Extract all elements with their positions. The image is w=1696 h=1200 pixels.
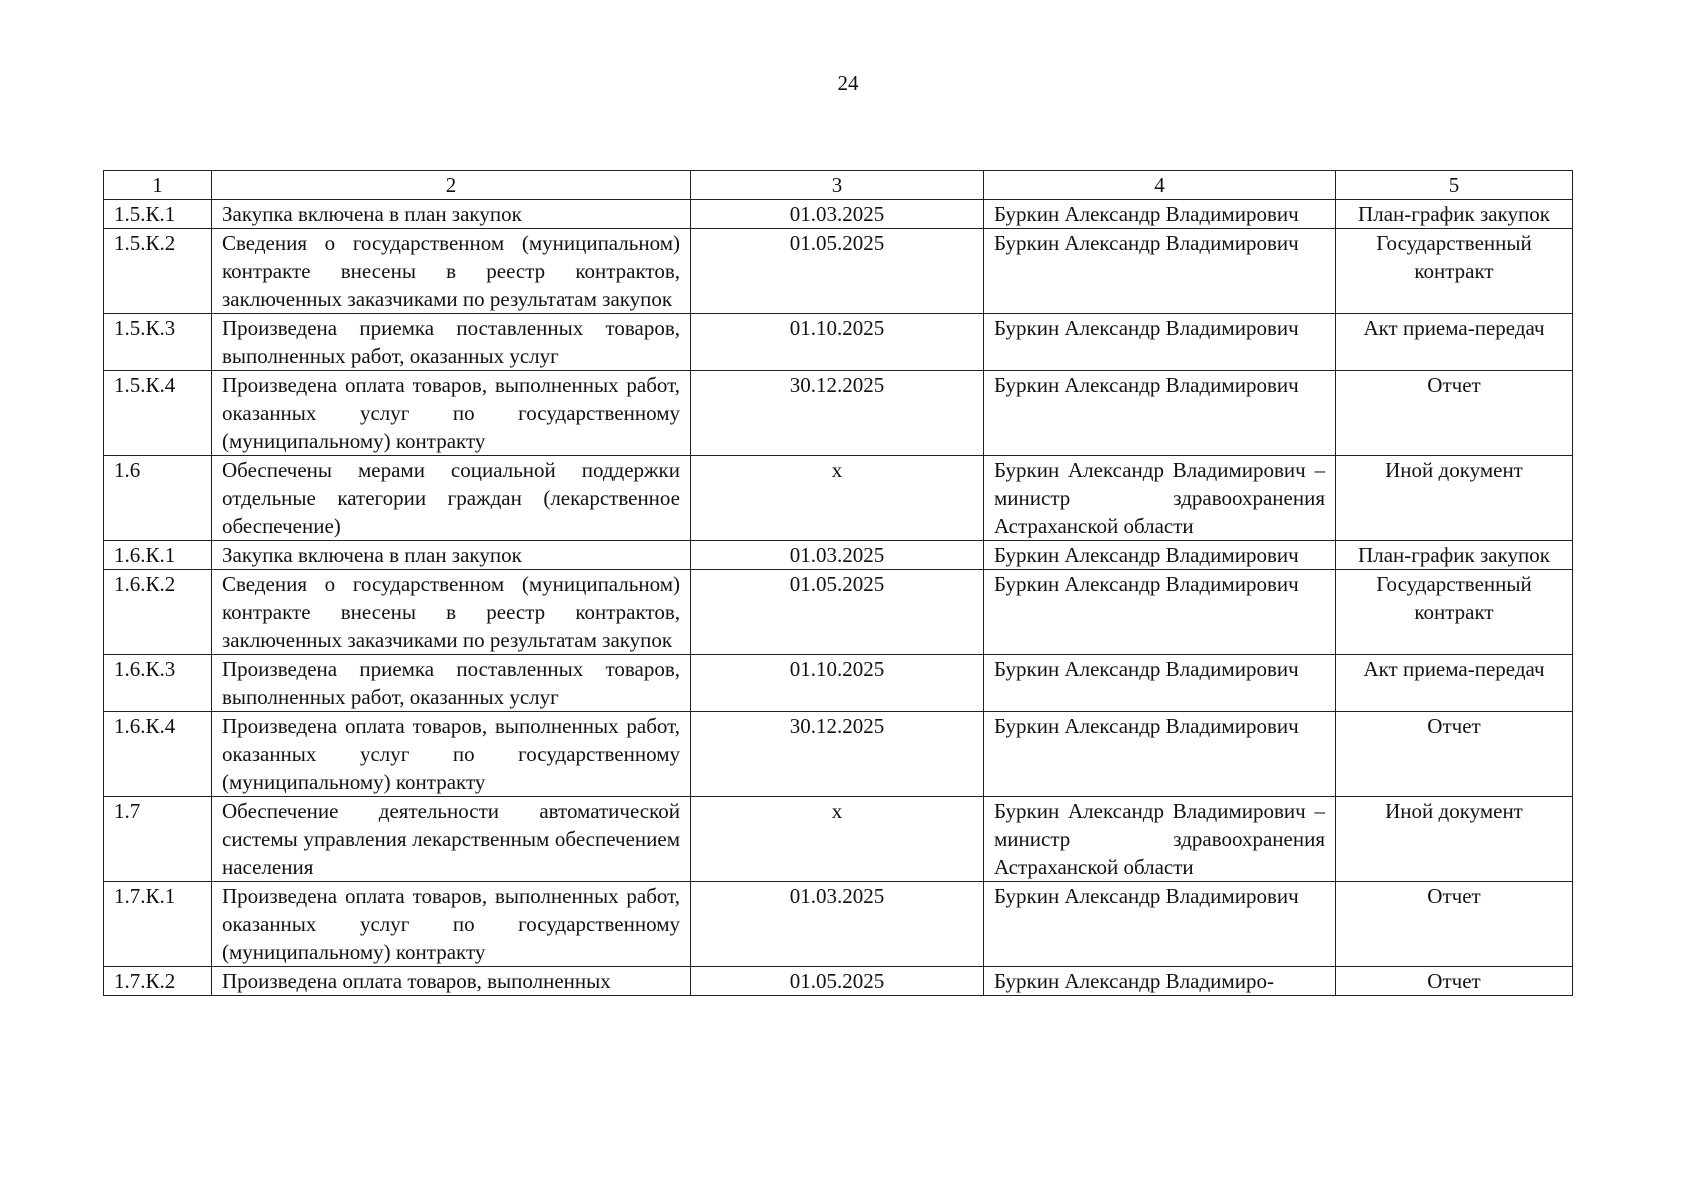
column-header-3: 3 <box>691 171 984 200</box>
table-row <box>104 882 1573 967</box>
row-date: 01.03.2025 <box>691 882 984 967</box>
row-document-type: Отчет <box>1336 882 1573 967</box>
column-header-1: 1 <box>104 171 212 200</box>
row-responsible-person: Буркин Александр Владимирович – министр здравоохранения Астраханской области <box>984 456 1336 541</box>
row-responsible-person: Буркин Александр Владимирович <box>984 229 1336 314</box>
table-row <box>104 967 1573 996</box>
row-date: 01.10.2025 <box>691 655 984 712</box>
control-points-table <box>103 170 1573 996</box>
row-date: 30.12.2025 <box>691 712 984 797</box>
row-code: 1.7.К.1 <box>104 882 212 967</box>
row-responsible-person: Буркин Александр Владимирович – министр здравоохранения Астраханской области <box>984 797 1336 882</box>
row-event-name: Произведена оплата товаров, выполненных работ, оказанных услуг по государственному (муниципальному) контракту <box>212 371 691 456</box>
row-document-type: Отчет <box>1336 371 1573 456</box>
table-row <box>104 797 1573 882</box>
page-number: 24 <box>837 71 859 95</box>
row-event-name: Произведена приемка поставленных товаров, выполненных работ, оказанных услуг <box>212 314 691 371</box>
row-responsible-person: Буркин Александр Владимирович <box>984 200 1336 229</box>
table-header <box>104 171 1573 200</box>
table-body <box>104 200 1573 996</box>
column-header-4: 4 <box>984 171 1336 200</box>
row-date: 30.12.2025 <box>691 371 984 456</box>
row-date: х <box>691 456 984 541</box>
table-row <box>104 229 1573 314</box>
row-responsible-person: Буркин Александр Владимирович <box>984 314 1336 371</box>
table-row <box>104 570 1573 655</box>
table-row <box>104 456 1573 541</box>
row-date: 01.05.2025 <box>691 967 984 996</box>
row-date: 01.03.2025 <box>691 541 984 570</box>
row-code: 1.6 <box>104 456 212 541</box>
row-document-type: План-график закупок <box>1336 541 1573 570</box>
row-code: 1.6.К.4 <box>104 712 212 797</box>
row-responsible-person: Буркин Александр Владимирович <box>984 371 1336 456</box>
row-code: 1.5.К.1 <box>104 200 212 229</box>
row-document-type: Акт приема-передач <box>1336 314 1573 371</box>
row-event-name: Сведения о государственном (муниципальном) контракте внесены в реестр контрактов, заключенных заказчиками по результатам закупок <box>212 570 691 655</box>
column-header-5: 5 <box>1336 171 1573 200</box>
table-row <box>104 712 1573 797</box>
row-document-type: Государственный контракт <box>1336 570 1573 655</box>
row-event-name: Сведения о государственном (муниципальном) контракте внесены в реестр контрактов, заключенных заказчиками по результатам закупок <box>212 229 691 314</box>
row-code: 1.6.К.3 <box>104 655 212 712</box>
row-code: 1.6.К.2 <box>104 570 212 655</box>
row-event-name: Произведена оплата товаров, выполненных работ, оказанных услуг по государственному (муниципальному) контракту <box>212 712 691 797</box>
table-row <box>104 541 1573 570</box>
row-event-name: Обеспечены мерами социальной поддержки отдельные категории граждан (лекарственное обеспечение) <box>212 456 691 541</box>
row-event-name: Обеспечение деятельности автоматической системы управления лекарственным обеспечением населения <box>212 797 691 882</box>
row-responsible-person: Буркин Александр Владимирович <box>984 570 1336 655</box>
row-date: 01.10.2025 <box>691 314 984 371</box>
row-code: 1.5.К.3 <box>104 314 212 371</box>
row-date: 01.05.2025 <box>691 570 984 655</box>
row-event-name: Закупка включена в план закупок <box>212 541 691 570</box>
row-date: х <box>691 797 984 882</box>
row-document-type: Иной документ <box>1336 797 1573 882</box>
row-document-type: Отчет <box>1336 712 1573 797</box>
row-document-type: Иной документ <box>1336 456 1573 541</box>
row-code: 1.6.К.1 <box>104 541 212 570</box>
row-date: 01.03.2025 <box>691 200 984 229</box>
row-responsible-person: Буркин Александр Владимирович <box>984 712 1336 797</box>
table-row <box>104 200 1573 229</box>
row-document-type: Отчет <box>1336 967 1573 996</box>
row-date: 01.05.2025 <box>691 229 984 314</box>
row-responsible-person: Буркин Александр Владимирович <box>984 655 1336 712</box>
row-code: 1.7 <box>104 797 212 882</box>
row-document-type: План-график закупок <box>1336 200 1573 229</box>
row-document-type: Государственный контракт <box>1336 229 1573 314</box>
table-row <box>104 371 1573 456</box>
row-responsible-person: Буркин Александр Владимиро- <box>984 967 1336 996</box>
column-header-2: 2 <box>212 171 691 200</box>
table-row <box>104 314 1573 371</box>
row-event-name: Произведена оплата товаров, выполненных работ, оказанных услуг по государственному (муниципальному) контракту <box>212 882 691 967</box>
row-document-type: Акт приема-передач <box>1336 655 1573 712</box>
header-row <box>104 171 1573 200</box>
row-event-name: Произведена оплата товаров, выполненных <box>212 967 691 996</box>
row-event-name: Закупка включена в план закупок <box>212 200 691 229</box>
row-event-name: Произведена приемка поставленных товаров, выполненных работ, оказанных услуг <box>212 655 691 712</box>
table-row <box>104 655 1573 712</box>
row-code: 1.5.К.4 <box>104 371 212 456</box>
row-responsible-person: Буркин Александр Владимирович <box>984 882 1336 967</box>
row-code: 1.5.К.2 <box>104 229 212 314</box>
row-code: 1.7.К.2 <box>104 967 212 996</box>
row-responsible-person: Буркин Александр Владимирович <box>984 541 1336 570</box>
